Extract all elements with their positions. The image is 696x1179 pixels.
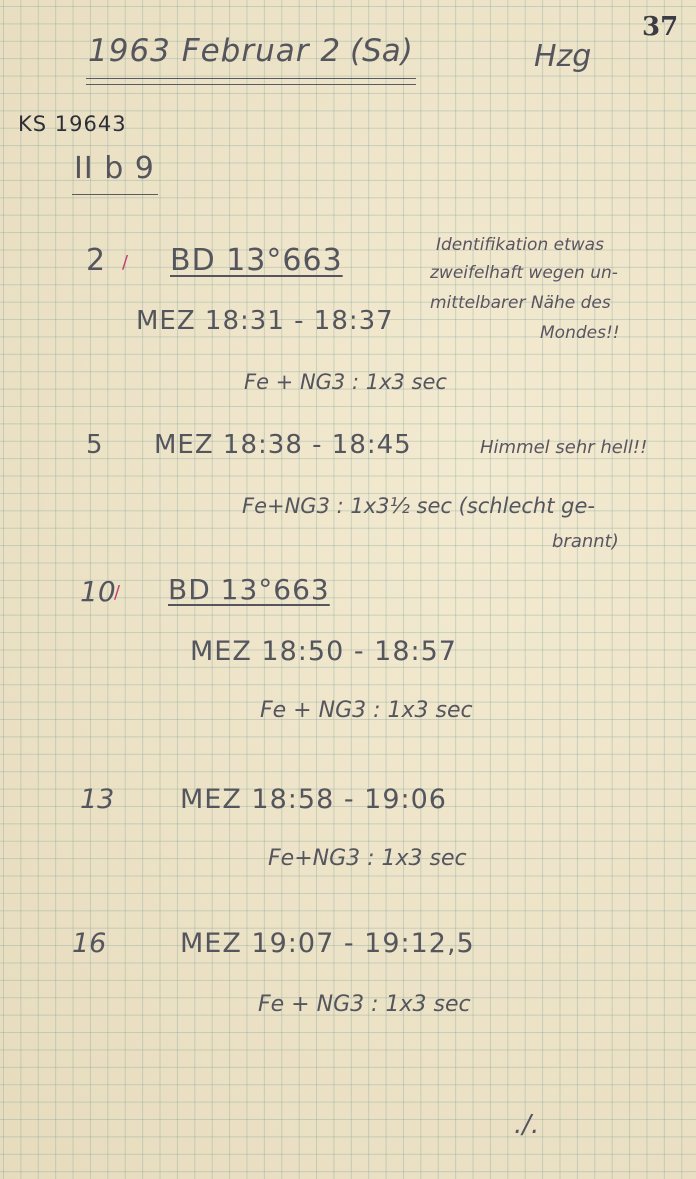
entry-number: 5	[86, 430, 103, 460]
section-underline	[72, 194, 158, 195]
page-number: 37	[642, 12, 679, 42]
observation-time: MEZ 18:38 - 18:45	[154, 430, 412, 460]
entry-number: 10	[80, 575, 116, 608]
check-mark: /	[114, 582, 121, 603]
sky-condition-note: Himmel sehr hell!!	[480, 437, 648, 458]
exposure-info-continued: brannt)	[552, 531, 619, 552]
observation-time: MEZ 19:07 - 19:12,5	[180, 928, 475, 959]
star-designation: BD 13°663	[168, 573, 330, 606]
observation-time: MEZ 18:50 - 18:57	[190, 636, 457, 667]
observer-initials: Hzg	[534, 39, 592, 74]
observation-time: MEZ 18:31 - 18:37	[136, 306, 394, 336]
entry-weekday: (Sa)	[350, 33, 413, 69]
header-underline-second	[86, 84, 416, 85]
check-mark: /	[122, 252, 129, 273]
end-mark: ./.	[514, 1110, 540, 1140]
exposure-info: Fe + NG3 : 1x3 sec	[258, 992, 471, 1017]
entry-number: 16	[72, 928, 107, 959]
entry-number: 2	[86, 243, 106, 278]
plate-id: KS 19643	[18, 112, 127, 136]
entry-number: 13	[80, 784, 115, 815]
exposure-info: Fe + NG3 : 1x3 sec	[260, 698, 473, 723]
identification-note-line-4: Mondes!!	[540, 323, 620, 343]
exposure-info: Fe+NG3 : 1x3½ sec (schlecht ge-	[242, 494, 595, 518]
section-label: II b 9	[74, 151, 155, 186]
identification-note-line-2: zweifelhaft wegen un-	[430, 263, 618, 283]
observation-time: MEZ 18:58 - 19:06	[180, 784, 447, 815]
star-designation: BD 13°663	[170, 243, 343, 278]
entry-date: 1963 Februar 2	[88, 33, 342, 69]
exposure-info: Fe+NG3 : 1x3 sec	[268, 846, 467, 871]
exposure-info: Fe + NG3 : 1x3 sec	[244, 370, 447, 394]
header-underline	[86, 78, 416, 79]
identification-note-line-1: Identifikation etwas	[436, 235, 604, 255]
identification-note-line-3: mittelbarer Nähe des	[430, 293, 611, 313]
